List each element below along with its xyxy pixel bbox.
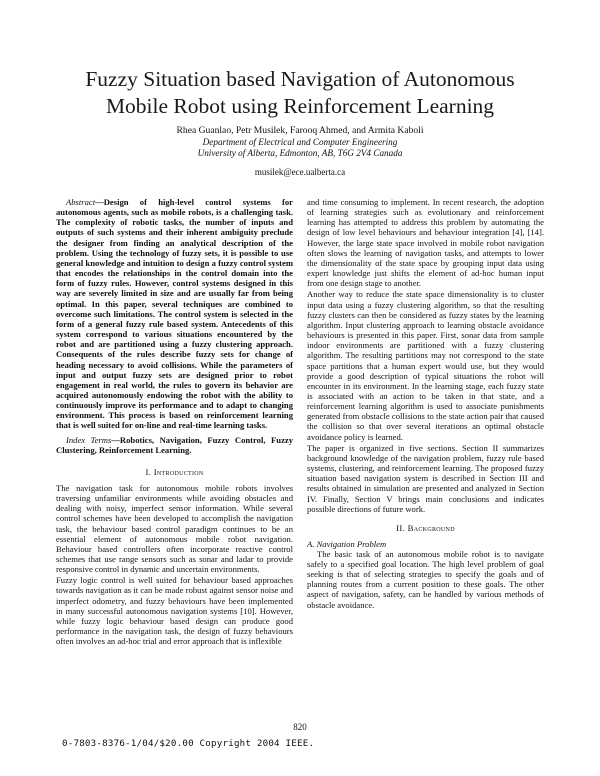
right-column	[307, 197, 544, 610]
subsection-a-label: A.	[307, 538, 315, 549]
affiliation	[60, 137, 540, 159]
abstract	[56, 197, 293, 431]
intro-paragraph-3: and time consuming to implement. In recent research, the adoption of learning strategies such as evolutionary and reinforcement learning has attempted to address this problem by automating the design of low level behaviours and behaviour integration [4], [14]. However, the large state space involved in mobile robot navigation often slows the learning of navigation tasks, and attempts to lower the dimensionality of the state space by grouping input data using expert knowledge just shifts the element of ad-hoc human input from one design stage to another.	[307, 197, 544, 289]
index-terms	[56, 435, 293, 455]
paper-title	[40, 66, 560, 120]
title-line-1: Fuzzy Situation based Navigation of Autonomous	[85, 67, 515, 91]
intro-paragraph-5: The paper is organized in five sections. Section II summarizes background knowledge of the navigation problem, fuzzy rule based systems, clustering, and reinforcement learning. The proposed fuzzy situation based navigation system is described in Section III and results obtained in simulation are presented and analyzed in Section IV. Finally, Section V brings main conclusions and indicates possible directions of future work.	[307, 442, 544, 514]
subsection-a-heading	[307, 539, 544, 549]
author-list: Rhea Guanlao, Petr Musilek, Farooq Ahmed, and Armita Kaboli	[176, 125, 424, 136]
intro-paragraph-1: The navigation task for autonomous mobile robots involves traversing unfamiliar environments while avoiding obstacles and dealing with noisy, imperfect sensor information. While several control schemes have been developed to accomplish the navigation task, the behaviour based control paradigm continues to be an essential element of autonomous mobile robot navigation. Behaviour based controllers often incorporate reactive control schemes that use range sensors such as sonar and ladar to provide responsive control in dynamic and uncertain environments.	[56, 482, 293, 575]
abstract-text: —Design of high-level control systems for autonomous agents, such as mobile robots, is a challenging task. The complexity of robotic tasks, the number of inputs and outputs of such systems and their inherent ambiguity preclude the designer from finding an analytical description of the problem. Using the technology of fuzzy sets, it is possible to use general knowledge and intuition to design a fuzzy control system that encodes the relationships in the control domain into the form of fuzzy rules. However, control systems designed in this way are severely limited in size and are usually far from being optimal. In this paper, several techniques are combined to overcome such limitations. The control system is selected in the form of a general fuzzy rule based system. Antecedents of this system correspond to various situations encountered by the robot and are partitioned using a fuzzy clustering approach. Consequents of the rules describe fuzzy sets for change of heading necessary to avoid collisions. While the parameters of input and output fuzzy sets are designed prior to robot engagement in real world, the rules to govern its behavior are acquired autonomously endowing the robot with the ability to continuously improve its performance and to adapt to changing environment. This process is based on reinforcement learning that is well suited for on-line and real-time learning tasks.	[56, 197, 293, 431]
section-2-title: Background	[407, 522, 455, 533]
intro-paragraph-4: Another way to reduce the state space dimensionality is to cluster input data using a fuzzy clustering algorithm, so that the resulting fuzzy clusters can then be considered as fuzzy states by the learning algorithm. Input clustering approach to learning obstacle avoidance behaviours is presented in this paper. First, sonar data from sample indoor environments are partitioned with a fuzzy clustering algorithm. The resulting partitions may not correspond to the state space partitions that a human expert would use, but they would provide a good description of typical situations the robot will encounter in its environment. In the learning stage, each fuzzy state is associated with an action to be taken in that state, and a reinforcement learning algorithm is used to associate punishments generated from obstacle collisions to the state action pair that caused the collision so that over several iterations an optimal obstacle avoidance policy is learned.	[307, 289, 544, 442]
subsection-a-title: Navigation Problem	[316, 538, 387, 549]
section-1-title: Introduction	[153, 466, 204, 477]
left-column	[56, 197, 293, 646]
abstract-heading: Abstract	[66, 197, 96, 207]
copyright-notice: 0-7803-8376-1/04/$20.00 Copyright 2004 IEEE.	[62, 738, 315, 749]
contact-email: musilek@ece.ualberta.ca	[254, 167, 346, 177]
title-line-2: Mobile Robot using Reinforcement Learning	[105, 94, 495, 118]
section-1-heading	[56, 467, 293, 477]
section-2-numeral: II.	[396, 522, 406, 533]
background-paragraph-1: The basic task of an autonomous mobile robot is to navigate safely to a specified goal location. The high level problem of goal seeking is that of selecting strategies to specify the goals and of planning routes from a current position to these goals. The other aspect of navigation, safety, can be handled by various methods of obstacle avoidance.	[307, 548, 544, 610]
index-terms-heading: Index Terms	[66, 434, 112, 445]
intro-paragraph-2: Fuzzy logic control is well suited for behaviour based approaches towards navigation as it can be made robust against sensor noise and imperfect odometry, and fuzzy behaviours have been implemented in many successful autonomous navigation systems [10]. However, while fuzzy logic behaviour based design can produce good performance in the navigation task, the design of fuzzy behaviours often involves an ad-hoc trial and error approach that is inflexible	[56, 575, 293, 647]
section-2-heading	[307, 523, 544, 533]
section-1-numeral: I.	[145, 466, 152, 477]
affiliation-department: Department of Electrical and Computer Engineering	[202, 137, 398, 147]
page-number: 820	[293, 722, 307, 732]
affiliation-university: University of Alberta, Edmonton, AB, T6G 2V4 Canada	[197, 148, 403, 158]
index-terms-text: —Robotics, Navigation, Fuzzy Control, Fuzzy Clustering, Reinforcement Learning.	[56, 434, 294, 455]
